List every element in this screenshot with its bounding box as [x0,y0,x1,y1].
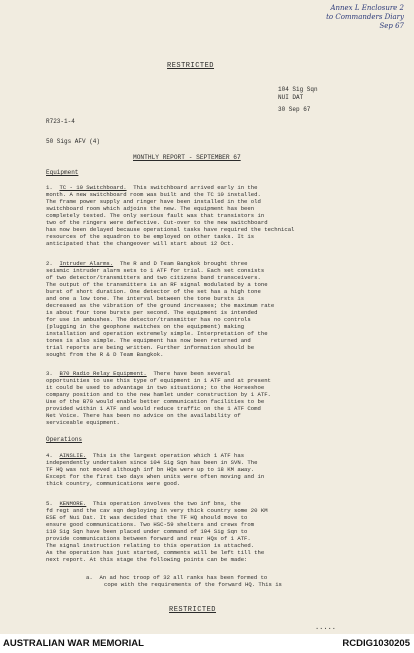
sender-block [278,86,318,102]
file-reference: R723-1-4 [46,118,75,125]
paragraph-heading: KENMORE. [59,500,87,507]
paragraph-line: fd regt and the cav sqn deploying in very thick country some 20 KM [46,507,268,514]
paragraph-line: There have been several [153,370,231,377]
paragraph-line: and one a low tone. The interval between the tone bursts is [46,295,245,302]
classification-bottom: RESTRICTED [169,606,217,614]
paragraph-line: burst of short duration. One detector of the set has a high tone [46,288,261,295]
sender-line: NUI DAT [278,94,304,101]
paragraph-line: 110 Sig Sqn have been placed under command of 104 Sig Sqn to [46,528,248,535]
paragraph-line: The signal instruction relating to this operation is attached. [46,542,255,549]
paragraph-line: As the operation has just started, comments will be left till the [46,549,265,556]
sub-label: a. [86,574,93,581]
paragraph-line: This switchboard arrived early in the [133,184,258,191]
paragraph-line: for use in ambushes. The detector/transmitter has no controls [46,316,251,323]
classification-top: RESTRICTED [167,62,215,70]
paragraph-line: This operation involves the two inf bns, the [93,500,241,507]
paragraph-line: TF HQ was not moved although inf bn HQs were up to 18 KM away. [46,466,255,473]
paragraph-line: provided within 1 ATF and would reduce traffic on the 1 ATF Comd [46,405,261,412]
paragraph-heading: B70 Radio Relay Equipment. [59,370,147,377]
paragraph-heading: AINSLIE. [59,452,87,459]
paragraph-line: installation and operation extremely simple. Interpretation of the [46,330,268,337]
paragraph-number [46,452,244,459]
section-heading-equipment: Equipment [46,169,79,176]
para-num: 2. [46,260,53,267]
archive-name: AUSTRALIAN WAR MEMORIAL [3,638,144,649]
subparagraph-line [86,574,267,581]
paragraph-line: completely tested. The only serious fault was that transistors in [46,212,265,219]
paragraph-line: anticipated that the changeover will start about 12 Oct. [46,240,234,247]
handwritten-line: Sep 67 [379,22,404,30]
paragraph-line: serviceable equipment. [46,419,120,426]
paragraph-line: trial reports are being written. Further information should be [46,344,255,351]
paragraph-line: This is the largest operation which 1 ATF has [93,452,245,459]
paragraph-line: opportunities to use this type of equipment in 1 ATF and at present [46,377,271,384]
paragraph-line: month. A new switchboard room was built and the TC 10 installed. [46,191,261,198]
paragraph-line: it could be used to advantage in two situations; to the Horseshoe [46,384,265,391]
handwritten-line: Annex L Enclosure 2 [330,4,404,12]
archive-reference: RCDIG1030205 [342,638,410,649]
letter-date: 30 Sep 67 [278,106,311,113]
paragraph-line: is about four tone bursts per second. The equipment is intended [46,309,258,316]
addressee: 50 Sigs AFV (4) [46,138,101,145]
paragraph-line: tones is also simple. The equipment has now been returned and [46,337,251,344]
paragraph-line: Use of the B70 would enable better communication facilities to be [46,398,265,405]
para-num: 1. [46,184,53,191]
report-title: MONTHLY REPORT - SEPTEMBER 67 [133,154,241,161]
paragraph-line: An ad hoc troop of 32 all ranks has been formed to [99,574,268,581]
paragraph-line: Net Voice. There has been no advice on the availability of [46,412,241,419]
paragraph-line: The output of the transmitters is an RF signal modulated by a tone [46,281,268,288]
section-heading-operations: Operations [46,436,83,443]
paragraph-line: switchboard room which adjoins the new. The equipment has been [46,205,255,212]
paragraph-line: has now been delayed because operational tasks have required the technical [46,226,295,233]
paragraph-line: seismic intruder alarm sets to 1 ATF for trial. Each set consists [46,267,265,274]
paragraph-number [46,260,247,267]
handwritten-annotation [254,4,404,31]
paragraph-number [46,370,231,377]
paragraph-line: cope with the requirements of the forward HQ. This is [104,581,282,588]
paragraph-line: resources of the squadron to be employed on other tasks. It is [46,233,255,240]
paragraph-line: Except for the first two days when units were often moving and in [46,473,265,480]
paragraph-line: sought from the R & D Team Bangkok. [46,351,164,358]
archive-footer-bar [0,634,414,653]
paragraph-number [46,184,258,191]
paragraph-line: The R and D Team Bangkok brought three [119,260,248,267]
paragraph-line: company position and to the new hamlet under construction by 1 ATF. [46,391,271,398]
paragraph-heading: Intruder Alarms. [59,260,114,267]
paragraph-line: ESE of Nui Dat. It was decided that the TF HQ should move to [46,514,248,521]
paragraph-line: provide communications between forward and rear HQs of 1 ATF. [46,535,251,542]
para-num: 3. [46,370,53,377]
paragraph-line: independently undertaken since 104 Sig Sqn has been in SVN. The [46,459,258,466]
paragraph-number [46,500,241,507]
paragraph-heading: TC - 10 Switchboard. [59,184,127,191]
paragraph-line: thick country, communications were good. [46,480,181,487]
paragraph-line: ensure good communications. Two HSC-59 shelters and crews from [46,521,255,528]
continuation-dots: ..... [314,624,336,632]
para-num: 5. [46,500,53,507]
paragraph-line: of two detector/transmitters and two citizens band transceivers. [46,274,261,281]
paragraph-line: decreased as the vibration of the ground increases; the maximum rate [46,302,275,309]
paragraph-line: (plugging in the geophone switches on the equipment) making [46,323,245,330]
handwritten-line: to Commanders Diary [326,13,404,21]
sender-line: 104 Sig Sqn [278,86,318,93]
para-num: 4. [46,452,53,459]
paragraph-line: next report. At this stage the following points can be made: [46,556,248,563]
paragraph-line: The frame power supply and ringer have been installed in the old [46,198,261,205]
paragraph-line: two of the ringers were defective. Cut-over to the new switchboard [46,219,268,226]
